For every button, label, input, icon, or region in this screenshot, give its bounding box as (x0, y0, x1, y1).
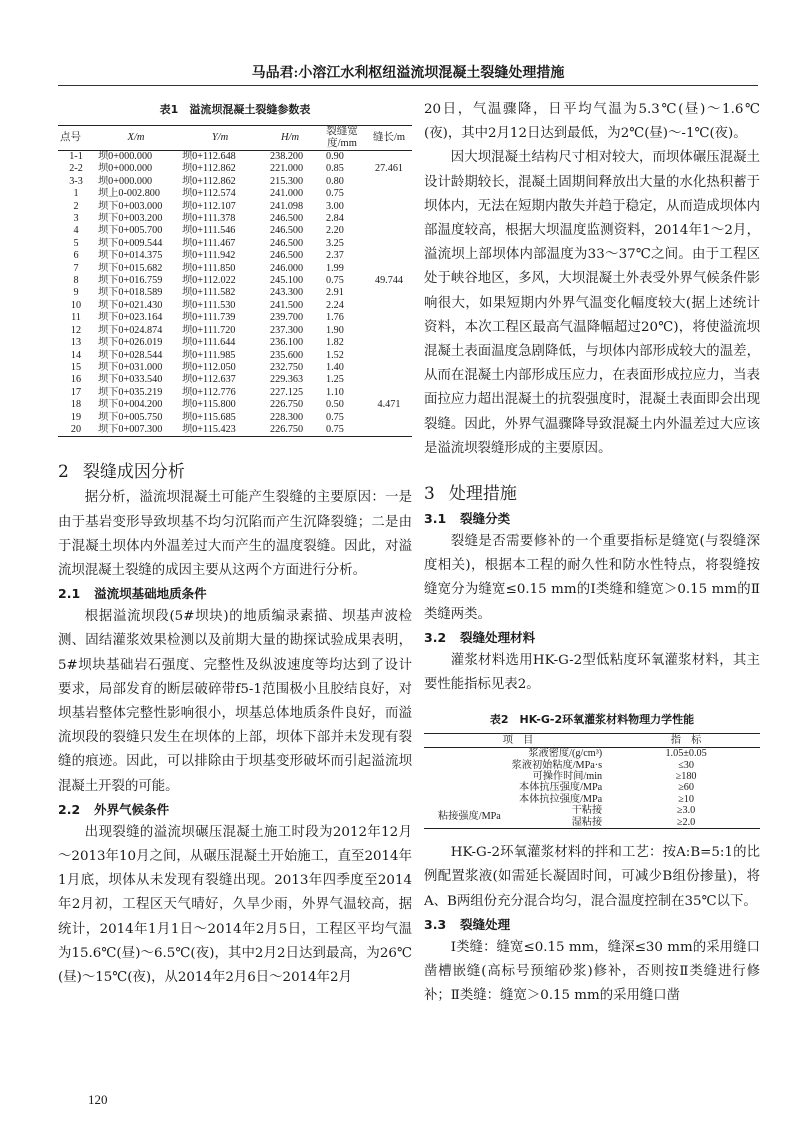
x-coord-cell: 坝下0+003.200 (98, 213, 163, 225)
table1-header: Y/m (211, 132, 229, 143)
crack-length-cell: 27.461 (374, 163, 403, 175)
subsection-3-2-text: 灌浆材料选用HK-G-2型低粘度环氧灌浆材料，其主要性能指标见表2。 (424, 652, 760, 693)
x-coord-cell: 坝下0+016.759 (98, 275, 163, 287)
point-id-cell: 10 (70, 299, 82, 311)
y-coord-cell: 坝0+112.050 (182, 361, 236, 373)
elevation-cell: 241.500 (270, 299, 304, 311)
table2 (424, 733, 760, 829)
y-coord-cell: 坝0+112.862 (182, 175, 236, 187)
elevation-cell: 226.750 (270, 423, 304, 435)
x-coord-cell: 坝0+000.000 (98, 175, 153, 187)
elevation-cell: 236.100 (270, 337, 304, 349)
table1-header: 点号 (60, 132, 81, 143)
point-id-cell: 18 (70, 399, 82, 411)
point-id-cell: 17 (70, 386, 82, 398)
y-coord-cell: 坝0+111.850 (182, 262, 236, 274)
y-coord-cell: 坝0+112.022 (182, 275, 236, 287)
y-coord-cell: 坝0+111.720 (182, 324, 236, 336)
table2-header-row (424, 734, 760, 748)
subsection-3-3-text: Ⅰ类缝：缝宽≤0.15 mm，缝深≤30 mm的采用缝口凿槽嵌缝(高标号预缩砂浆)修补，否则按Ⅱ类缝进行修补；Ⅱ类缝：缝宽＞0.15 mm的采用缝口凿 (424, 939, 760, 1004)
elevation-cell: 229.363 (270, 374, 304, 386)
subsection-2-1-text: 根据溢流坝段(5#坝块)的地质编录素描、坝基声波检测、固结灌浆效果检测以及前期大量的勘探试验成果表明，5#坝块基础岩石强度、完整性及纵波速度等均达到了设计要求，局部发育的断层破碎带f5-1范围极小且胶结良好，对坝基岩整体完整性影响很小，坝基总体地质条件良好，而溢流坝段的裂缝只发生在坝体的上部，坝体下部并未发现有裂缝的痕迹。因此，可以排除由于坝基变形破坏而引起溢流坝混凝土开裂的可能。 (58, 609, 412, 794)
y-coord-cell: 坝0+112.862 (182, 163, 236, 175)
table2-value: ≥3.0 (676, 805, 696, 817)
elevation-cell: 246.500 (270, 250, 304, 262)
crack-width-cell: 1.40 (326, 361, 344, 373)
point-id-cell: 8 (73, 275, 79, 287)
elevation-cell: 246.500 (270, 225, 304, 237)
table-row (58, 213, 412, 225)
table2-value: ≥60 (678, 782, 694, 794)
table-row (424, 748, 760, 760)
x-coord-cell: 坝下0+018.589 (98, 287, 163, 299)
elevation-cell: 243.300 (270, 287, 304, 299)
crack-width-cell: 2.84 (326, 213, 344, 225)
elevation-cell: 232.750 (270, 361, 304, 373)
point-id-cell: 6 (73, 250, 79, 262)
elevation-cell: 226.750 (270, 399, 304, 411)
crack-width-cell: 1.82 (326, 337, 344, 349)
table2-value: 1.05±0.05 (665, 748, 707, 760)
x-coord-cell: 坝下0+005.700 (98, 225, 163, 237)
y-coord-cell: 坝0+112.637 (182, 374, 236, 386)
table2-item: 浆液初始粘度/MPa·s (511, 759, 603, 771)
elevation-cell: 228.300 (270, 411, 304, 423)
point-id-cell: 11 (71, 312, 81, 324)
subsection-title: 裂缝处理 (460, 916, 511, 932)
table1-body (58, 151, 412, 437)
table-row (58, 312, 412, 324)
section3-heading (424, 479, 760, 504)
table-row (58, 250, 412, 262)
x-coord-cell: 坝下0+035.219 (98, 386, 163, 398)
elevation-cell: 239.700 (270, 312, 304, 324)
table-row (58, 350, 412, 362)
y-coord-cell: 坝0+111.942 (182, 250, 236, 262)
header-divider (58, 85, 758, 86)
y-coord-cell: 坝0+111.582 (182, 287, 236, 299)
table-row (58, 387, 412, 399)
table-row (58, 163, 412, 175)
crack-width-cell: 0.75 (326, 188, 344, 200)
y-coord-cell: 坝0+115.423 (182, 423, 236, 435)
point-id-cell: 13 (70, 337, 82, 349)
subsection-title: 溢流坝基础地质条件 (94, 586, 207, 602)
table2-caption: 表2 HK-G-2环氧灌浆材料物理力学性能 (489, 713, 695, 727)
table1-header: 缝长/m (372, 132, 406, 143)
table-row (424, 805, 760, 828)
x-coord-cell: 坝下0+007.300 (98, 423, 163, 435)
section2-heading (58, 457, 412, 482)
table2-item: 可操作时间/min (532, 771, 603, 783)
left-column (58, 101, 412, 990)
point-id-cell: 12 (70, 324, 82, 336)
crack-width-cell: 0.80 (326, 175, 344, 187)
elevation-cell: 238.200 (270, 151, 304, 162)
elevation-cell: 227.125 (270, 386, 304, 398)
subsection-2-2-text: 出现裂缝的溢流坝碾压混凝土施工时段为2012年12月～2013年10月之间，从碾压混凝土开始施工，直至2014年1月底，坝体从未发现有裂缝出现。2013年四季度至2014年2月初，工程区天气晴好，久旱少雨，外界气温较高，据统计，2014年1月1日～2014年2月5日，工程区平均气温为15.6℃(昼)～6.5℃(夜)，其中2月2日达到最高，为26℃(昼)～15℃(夜)，从2014年2月6日～2014年2月 (58, 824, 412, 985)
x-coord-cell: 坝下0+031.000 (98, 361, 163, 373)
elevation-cell: 235.600 (270, 349, 304, 361)
table1-header: H/m (280, 132, 300, 143)
table2-header: 指 标 (670, 735, 702, 747)
crack-width-cell: 2.37 (326, 250, 344, 262)
crack-width-cell: 0.50 (326, 399, 344, 411)
section-title: 裂缝成因分析 (82, 462, 185, 483)
table2-header: 项 目 (502, 735, 534, 747)
x-coord-cell: 坝0+000.000 (98, 151, 153, 162)
crack-width-cell: 1.25 (326, 374, 344, 386)
table-row (58, 188, 412, 200)
elevation-cell: 246.500 (270, 237, 304, 249)
y-coord-cell: 坝0+111.739 (182, 312, 236, 324)
subsection-2-2-heading (58, 799, 412, 821)
table-row (424, 782, 760, 793)
y-coord-cell: 坝0+112.776 (182, 386, 236, 398)
subsection-3-3-heading (424, 914, 760, 936)
crack-width-cell: 0.75 (326, 275, 344, 287)
y-coord-cell: 坝0+111.985 (182, 349, 236, 361)
running-header: 马品君:小溶江水利枢纽溢流坝混凝土裂缝处理措施 (251, 66, 565, 81)
point-id-cell: 5 (73, 237, 79, 249)
subsection-number: 2.1 (58, 586, 81, 602)
elevation-cell: 241.098 (270, 200, 304, 212)
table-row (58, 275, 412, 287)
table-row (58, 225, 412, 237)
point-id-cell: 16 (70, 374, 82, 386)
crack-width-cell: 1.76 (326, 312, 344, 324)
point-id-cell: 1-1 (69, 151, 83, 162)
table2-bond-cell (424, 805, 612, 828)
crack-width-cell: 3.25 (326, 237, 344, 249)
x-coord-cell: 坝下0+021.430 (98, 299, 163, 311)
table-row (58, 151, 412, 164)
right-column (424, 98, 760, 1008)
table-row (58, 412, 412, 424)
crack-width-cell: 1.90 (326, 324, 344, 336)
crack-width-cell: 1.10 (326, 386, 344, 398)
x-coord-cell: 坝下0+033.540 (98, 374, 163, 386)
page-number: 120 (88, 1092, 108, 1107)
subsection-number: 3.2 (424, 629, 447, 645)
elevation-cell: 246.500 (270, 213, 304, 225)
subsection-2-2-continued: 20日，气温骤降，日平均气温为5.3℃(昼)～1.6℃(夜)，其中2月12日达到最低，为2℃(昼)～-1℃(夜)。 (424, 102, 760, 142)
table2-bond-values (612, 805, 760, 828)
table-row (424, 794, 760, 805)
table-row (58, 201, 412, 213)
point-id-cell: 3 (73, 213, 79, 225)
table-row (58, 300, 412, 312)
table1-header: X/m (127, 132, 145, 143)
y-coord-cell: 坝0+111.546 (182, 225, 236, 237)
subsection-2-1-heading (58, 583, 412, 605)
crack-width-cell: 0.85 (326, 163, 344, 175)
crack-width-cell: 2.20 (326, 225, 344, 237)
subsection-2-2-analysis: 因大坝混凝土结构尺寸相对较大，而坝体碾压混凝土设计龄期较长，混凝土固期间释放出大量的水化热积蓄于坝体内，无法在短期内散失并趋于稳定，从而造成坝体内部温度较高，根据大坝温度监测资料，2014年1～2月，溢流坝上部坝体内部温度为33～37℃之间。由于工程区处于峡谷地区，多风，大坝混凝土外表受外界气候条件影响很大，如果短期内外界气温变化幅度较大(据上述统计资料，本次工程区最高气温降幅超过20℃)，将使溢流坝混凝土表面温度急剧降低，与坝体内部形成较大的温差，从而在混凝土内部形成压应力，在表面形成拉应力，当表面拉应力超出混凝土的抗裂强度时，混凝土表面即会出现裂缝。因此，外界气温骤降导致混凝土内外温差过大应该是溢流坝裂缝形成的主要原因。 (424, 150, 760, 456)
x-coord-cell: 坝下0+005.750 (98, 411, 163, 423)
y-coord-cell: 坝0+112.107 (182, 200, 236, 212)
table-row (58, 325, 412, 337)
table2-value: ≤30 (678, 759, 694, 771)
table2-value: ≥2.0 (676, 816, 696, 828)
elevation-cell: 241.000 (270, 188, 304, 200)
y-coord-cell: 坝0+115.800 (182, 399, 236, 411)
point-id-cell: 2 (73, 200, 79, 212)
point-id-cell: 4 (73, 225, 79, 237)
table2-item: 本体抗压强度/MPa (518, 782, 603, 794)
table2-value: ≥180 (675, 771, 697, 783)
point-id-cell: 15 (70, 361, 82, 373)
table2-value: ≥10 (678, 793, 694, 805)
point-id-cell: 19 (70, 411, 82, 423)
y-coord-cell: 坝0+111.644 (182, 337, 236, 349)
x-coord-cell: 坝上0-002.800 (98, 188, 160, 200)
table-row (58, 362, 412, 374)
x-coord-cell: 坝下0+014.375 (98, 250, 163, 262)
x-coord-cell: 坝下0+028.544 (98, 349, 163, 361)
mix-process-text: HK-G-2环氧灌浆材料的拌和工艺：按A:B=5:1的比例配置浆液(如需延长凝固时间，可减少B组份掺量)，将A、B两组份充分混合均匀，混合温度控制在35℃以下。 (424, 845, 760, 909)
subsection-title: 外界气候条件 (94, 801, 170, 817)
x-coord-cell: 坝下0+026.019 (98, 337, 163, 349)
crack-width-cell: 2.91 (326, 287, 344, 299)
table2-bond-item: 湿粘接 (571, 816, 603, 828)
y-coord-cell: 坝0+111.530 (182, 299, 236, 311)
table-row (58, 374, 412, 386)
table-row (424, 760, 760, 771)
crack-width-cell: 1.52 (326, 349, 344, 361)
x-coord-cell: 坝下0+023.164 (98, 312, 163, 324)
table2-item: 本体抗拉强度/MPa (518, 793, 603, 805)
table2-bond-label: 粘接强度/MPa (438, 811, 501, 822)
point-id-cell: 14 (70, 349, 82, 361)
subsection-number: 3.3 (424, 916, 447, 932)
subsection-number: 3.1 (424, 511, 447, 527)
crack-width-cell: 0.75 (326, 423, 344, 435)
point-id-cell: 1 (73, 188, 79, 200)
table2-item: 浆液密度/(g/cm³) (528, 748, 603, 760)
x-coord-cell: 坝下0+015.682 (98, 262, 163, 274)
x-coord-cell: 坝下0+009.544 (98, 237, 163, 249)
y-coord-cell: 坝0+111.378 (182, 213, 236, 225)
elevation-cell: 246.000 (270, 262, 304, 274)
subsection-3-1-heading (424, 508, 760, 530)
y-coord-cell: 坝0+112.574 (182, 188, 236, 200)
table-row (58, 176, 412, 188)
subsection-title: 裂缝处理材料 (460, 629, 536, 645)
subsection-3-1-text: 裂缝是否需要修补的一个重要指标是缝宽(与裂缝深度相关)，根据本工程的耐久性和防水性特点，将裂缝按缝宽分为缝宽≤0.15 mm的Ⅰ类缝和缝宽＞0.15 mm的Ⅱ类缝两类。 (424, 534, 760, 622)
table2-bond-item: 干粘接 (571, 805, 603, 817)
x-coord-cell: 坝下0+024.874 (98, 324, 163, 336)
section-title: 处理措施 (448, 484, 517, 505)
elevation-cell: 237.300 (270, 324, 304, 336)
table1-header: 裂缝宽度/mm (326, 126, 358, 149)
section2-intro: 据分析，溢流坝混凝土可能产生裂缝的主要原因：一是由于基岩变形导致坝基不均匀沉陷而产生沉降裂缝；二是由于混凝土坝体内外温差过大而产生的温度裂缝。因此，对溢流坝混凝土裂缝的成因主要从这两个方面进行分析。 (58, 490, 412, 578)
crack-width-cell: 1.99 (326, 262, 344, 274)
subsection-title: 裂缝分类 (460, 511, 511, 527)
table1-caption: 表1 溢流坝混凝土裂缝参数表 (159, 103, 311, 116)
y-coord-cell: 坝0+115.685 (182, 411, 236, 423)
point-id-cell: 3-3 (69, 175, 83, 187)
x-coord-cell: 坝0+000.000 (98, 163, 153, 175)
elevation-cell: 245.100 (270, 275, 304, 287)
point-id-cell: 9 (73, 287, 79, 299)
subsection-3-2-heading (424, 627, 760, 649)
crack-width-cell: 3.00 (326, 200, 344, 212)
table1-header-row (58, 126, 412, 151)
crack-width-cell: 0.90 (326, 151, 344, 162)
table1 (58, 125, 412, 437)
table-row (424, 771, 760, 782)
table-row (58, 238, 412, 250)
table-row (58, 424, 412, 437)
crack-width-cell: 2.24 (326, 299, 344, 311)
table-row (58, 287, 412, 299)
table-row (58, 263, 412, 275)
section-number: 2 (58, 462, 69, 483)
point-id-cell: 2-2 (69, 163, 83, 175)
point-id-cell: 7 (73, 262, 79, 274)
table-row (58, 337, 412, 349)
elevation-cell: 221.000 (270, 163, 304, 175)
section-number: 3 (424, 484, 435, 505)
y-coord-cell: 坝0+111.467 (182, 237, 236, 249)
y-coord-cell: 坝0+112.648 (182, 151, 236, 162)
elevation-cell: 215.300 (270, 175, 304, 187)
crack-length-cell: 4.471 (377, 399, 401, 411)
subsection-number: 2.2 (58, 801, 81, 817)
x-coord-cell: 坝下0+003.000 (98, 200, 163, 212)
table-row (58, 399, 412, 411)
x-coord-cell: 坝下0+004.200 (98, 399, 163, 411)
crack-width-cell: 0.75 (326, 411, 344, 423)
crack-length-cell: 49.744 (374, 275, 403, 287)
point-id-cell: 20 (70, 423, 82, 435)
